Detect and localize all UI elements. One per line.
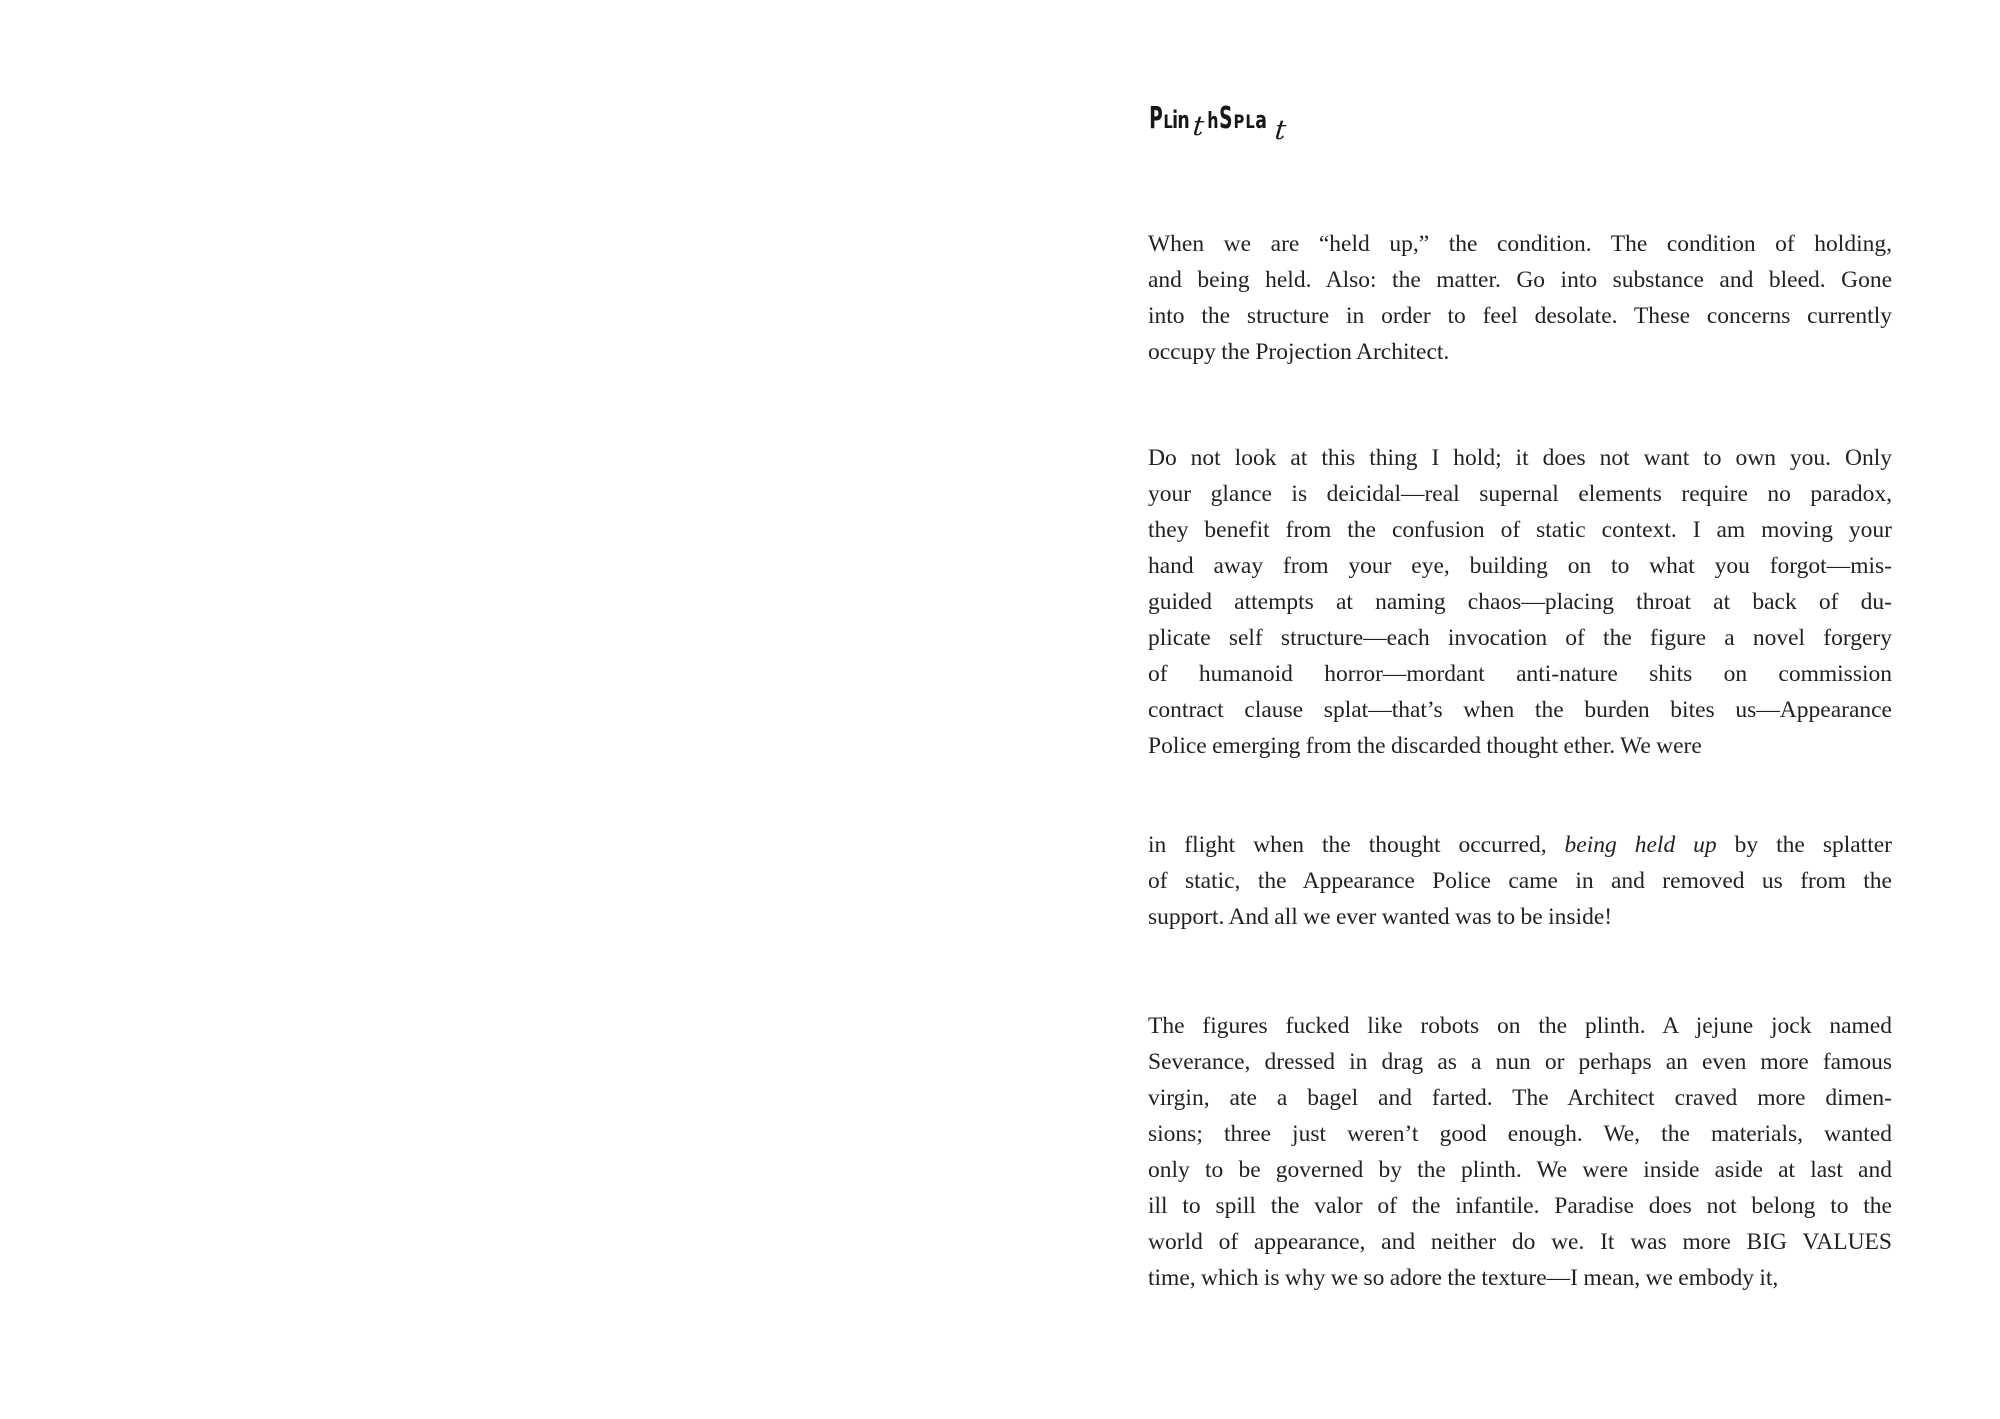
- title-letter: S: [1219, 101, 1233, 136]
- text-line: in flight when the thought occurred, being held up by the splatter: [1148, 832, 1892, 858]
- text-line: occupy the Projection Architect.: [1148, 339, 1450, 365]
- text-line: Severance, dressed in drag as a nun or perhaps an even more famous: [1148, 1049, 1892, 1075]
- text-line: only to be governed by the plinth. We were inside aside at last and: [1148, 1157, 1892, 1183]
- title-letter: n: [1177, 106, 1191, 134]
- title-letter: P: [1233, 111, 1244, 133]
- text-line: plicate self structure—each invocation of the figure a novel forgery: [1148, 625, 1892, 651]
- title-letter: a: [1254, 106, 1267, 134]
- page-body: [1148, 226, 1892, 1296]
- text-line: When we are “held up,” the condition. The condition of holding,: [1148, 231, 1892, 257]
- text-line: your glance is deicidal—real supernal elements require no paradox,: [1148, 481, 1892, 507]
- text-line: time, which is why we so adore the texture—I mean, we embody it,: [1148, 1265, 1779, 1291]
- text-line: hand away from your eye, building on to what you forgot—mis-: [1148, 553, 1892, 579]
- title-letter: L: [1163, 111, 1173, 133]
- title-letter: t: [1191, 111, 1206, 142]
- text-line: guided attempts at naming chaos—placing throat at back of du-: [1148, 589, 1892, 615]
- text-line: ill to spill the valor of the infantile. Paradise does not belong to the: [1148, 1193, 1892, 1219]
- paragraph: [1148, 1008, 1892, 1296]
- title-letter: L: [1244, 111, 1255, 133]
- text-line: of static, the Appearance Police came in and removed us from the: [1148, 868, 1892, 894]
- paragraph: [1148, 440, 1892, 764]
- page-title: [1149, 101, 1289, 146]
- title-letter: h: [1207, 109, 1219, 134]
- text-line: Do not look at this thing I hold; it does not want to own you. Only: [1148, 445, 1892, 471]
- text-line: contract clause splat—that’s when the burden bites us—Appearance: [1148, 697, 1892, 723]
- text-line: support. And all we ever wanted was to be inside!: [1148, 904, 1613, 930]
- text-line: The figures fucked like robots on the plinth. A jejune jock named: [1148, 1013, 1892, 1039]
- text-line: they benefit from the confusion of static context. I am moving your: [1148, 517, 1892, 543]
- text-line: Police emerging from the discarded thought ether. We were: [1148, 733, 1702, 759]
- title-letter: P: [1149, 101, 1163, 136]
- italic-phrase: being held up: [1564, 832, 1717, 858]
- text-line: sions; three just weren’t good enough. We, the materials, wanted: [1148, 1121, 1892, 1147]
- text-line: world of appearance, and neither do we. It was more BIG VALUES: [1148, 1229, 1892, 1255]
- text-line: into the structure in order to feel desolate. These concerns currently: [1148, 303, 1892, 329]
- title-letter: i: [1172, 106, 1179, 134]
- text-line: virgin, ate a bagel and farted. The Architect craved more dimen-: [1148, 1085, 1892, 1111]
- text-line: of humanoid horror—mordant anti-nature shits on commission: [1148, 661, 1892, 687]
- text-line: and being held. Also: the matter. Go into substance and bleed. Gone: [1148, 267, 1892, 293]
- title-letter: t: [1273, 115, 1288, 146]
- paragraph: [1148, 827, 1892, 935]
- paragraph: [1148, 226, 1892, 370]
